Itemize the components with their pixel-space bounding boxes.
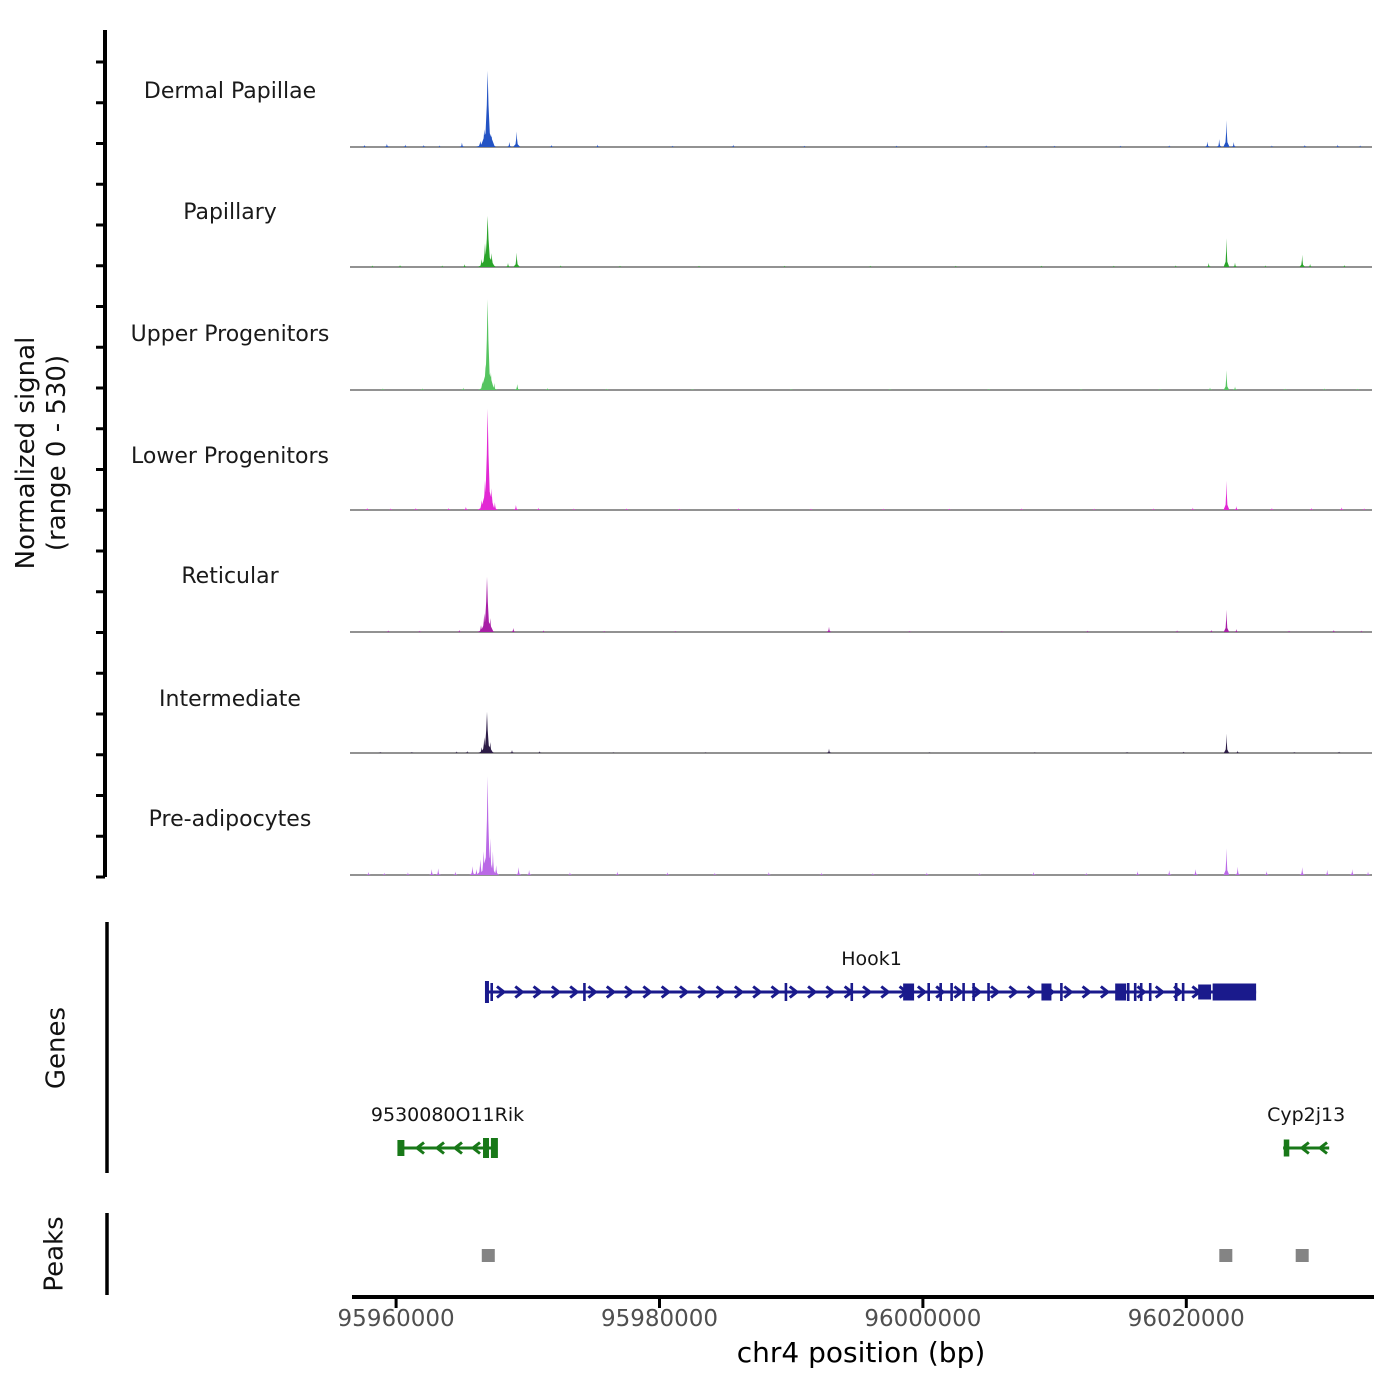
track-label-intermediate: Intermediate	[159, 687, 301, 712]
gene-model-cyp2j13	[1283, 1140, 1329, 1157]
x-tick-label-3: 96020000	[1127, 1306, 1245, 1332]
signal-track-5	[350, 712, 1372, 753]
signal-track-3	[350, 409, 1372, 510]
track-label-pre-adipocytes: Pre-adipocytes	[148, 807, 312, 832]
x-tick-label-2: 96000000	[864, 1306, 982, 1332]
track-label-dermal-papillae: Dermal Papillae	[143, 79, 317, 104]
gene-label-hook1: Hook1	[841, 948, 902, 970]
signal-axis-title-line1: Normalized signal	[10, 336, 41, 570]
peaks-axis-title: Peaks	[39, 1216, 70, 1292]
x-tick-label-1: 95980000	[600, 1306, 719, 1332]
x-axis-title: chr4 position (bp)	[736, 1336, 986, 1369]
gene-label-9530080o11rik: 9530080O11Rik	[370, 1104, 525, 1126]
signal-axis-title-line2: (range 0 - 530)	[42, 354, 72, 552]
signal-track-1	[350, 216, 1372, 267]
track-label-reticular: Reticular	[181, 564, 279, 589]
signal-axis-title	[11, 337, 73, 570]
signal-track-6	[350, 776, 1372, 875]
genes-axis-title: Genes	[41, 1006, 72, 1090]
track-label-papillary: Papillary	[183, 200, 277, 225]
gene-model-9530080o11rik	[397, 1138, 497, 1158]
peak-calls	[482, 1249, 1309, 1262]
signal-track-0	[350, 71, 1372, 147]
x-tick-label-0: 95960000	[337, 1306, 455, 1332]
signal-track-4	[350, 577, 1372, 632]
track-label-lower-progenitors: Lower Progenitors	[131, 444, 329, 469]
gene-model-hook1	[487, 981, 1256, 1003]
gene-label-cyp2j13: Cyp2j13	[1267, 1104, 1346, 1126]
track-label-upper-progenitors: Upper Progenitors	[130, 322, 330, 347]
signal-track-2	[350, 299, 1372, 390]
